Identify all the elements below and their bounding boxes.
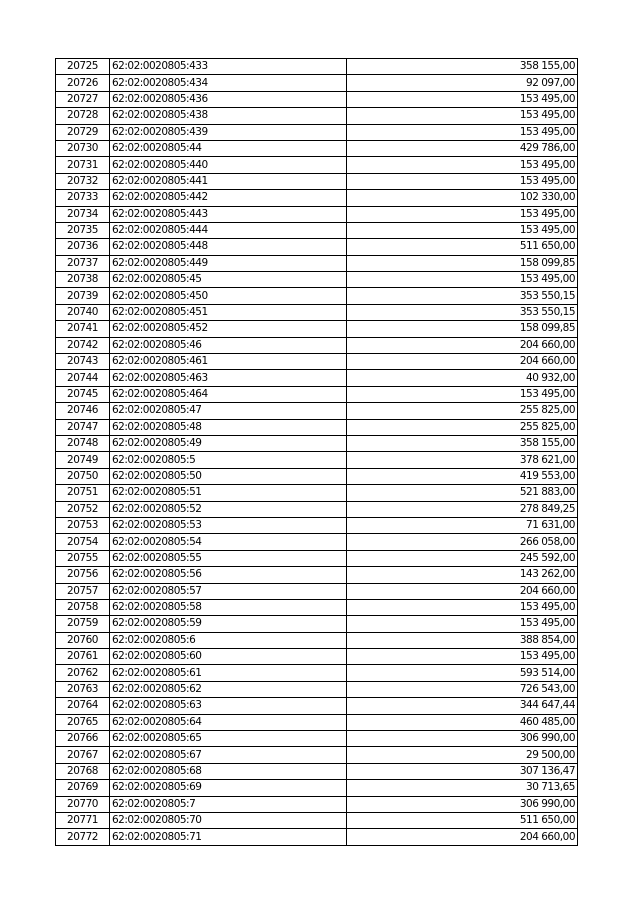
cadastral-number: 62:02:0020805:450 [110, 288, 347, 304]
row-number: 20725 [56, 59, 110, 75]
cadastral-number: 62:02:0020805:58 [110, 599, 347, 615]
table-row [56, 534, 578, 550]
row-number: 20772 [56, 829, 110, 845]
table-row [56, 190, 578, 206]
row-number: 20750 [56, 468, 110, 484]
cadastral-number: 62:02:0020805:438 [110, 108, 347, 124]
table-row [56, 59, 578, 75]
row-number: 20738 [56, 272, 110, 288]
row-number: 20742 [56, 337, 110, 353]
row-number: 20734 [56, 206, 110, 222]
row-number: 20744 [56, 370, 110, 386]
cadastral-number: 62:02:0020805:44 [110, 140, 347, 156]
row-number: 20728 [56, 108, 110, 124]
table-row [56, 731, 578, 747]
row-number: 20730 [56, 140, 110, 156]
cadastral-number: 62:02:0020805:463 [110, 370, 347, 386]
cadastral-value: 30 713,65 [347, 780, 578, 796]
cadastral-value: 593 514,00 [347, 665, 578, 681]
row-number: 20747 [56, 419, 110, 435]
cadastral-number: 62:02:0020805:50 [110, 468, 347, 484]
cadastral-value: 153 495,00 [347, 108, 578, 124]
row-number: 20740 [56, 304, 110, 320]
cadastral-value: 40 932,00 [347, 370, 578, 386]
cadastral-value: 153 495,00 [347, 124, 578, 140]
table-row [56, 714, 578, 730]
cadastral-number: 62:02:0020805:53 [110, 517, 347, 533]
table-row [56, 485, 578, 501]
cadastral-number: 62:02:0020805:444 [110, 222, 347, 238]
cadastral-number: 62:02:0020805:69 [110, 780, 347, 796]
cadastral-number: 62:02:0020805:433 [110, 59, 347, 75]
cadastral-number: 62:02:0020805:461 [110, 354, 347, 370]
table-row [56, 812, 578, 828]
cadastral-value: 153 495,00 [347, 649, 578, 665]
row-number: 20741 [56, 321, 110, 337]
table-row [56, 780, 578, 796]
cadastral-value: 102 330,00 [347, 190, 578, 206]
table-row [56, 632, 578, 648]
cadastral-value: 429 786,00 [347, 140, 578, 156]
cadastral-value: 353 550,15 [347, 304, 578, 320]
row-number: 20759 [56, 616, 110, 632]
cadastral-value: 153 495,00 [347, 173, 578, 189]
cadastral-value: 158 099,85 [347, 255, 578, 271]
row-number: 20745 [56, 386, 110, 402]
table-row [56, 75, 578, 91]
cadastral-number: 62:02:0020805:449 [110, 255, 347, 271]
table-row [56, 288, 578, 304]
document-page [55, 58, 578, 846]
cadastral-value: 153 495,00 [347, 616, 578, 632]
row-number: 20766 [56, 731, 110, 747]
cadastral-number: 62:02:0020805:62 [110, 681, 347, 697]
cadastral-number: 62:02:0020805:68 [110, 763, 347, 779]
table-row [56, 354, 578, 370]
cadastral-number: 62:02:0020805:448 [110, 239, 347, 255]
row-number: 20735 [56, 222, 110, 238]
cadastral-value: 204 660,00 [347, 829, 578, 845]
cadastral-number: 62:02:0020805:5 [110, 452, 347, 468]
cadastral-number: 62:02:0020805:56 [110, 567, 347, 583]
row-number: 20739 [56, 288, 110, 304]
table-row [56, 239, 578, 255]
cadastral-number: 62:02:0020805:6 [110, 632, 347, 648]
row-number: 20736 [56, 239, 110, 255]
table-row [56, 599, 578, 615]
table-row [56, 206, 578, 222]
cadastral-number: 62:02:0020805:47 [110, 403, 347, 419]
cadastral-value: 726 543,00 [347, 681, 578, 697]
cadastral-number: 62:02:0020805:452 [110, 321, 347, 337]
cadastral-value: 29 500,00 [347, 747, 578, 763]
table-row [56, 517, 578, 533]
cadastral-value: 153 495,00 [347, 91, 578, 107]
cadastral-value: 521 883,00 [347, 485, 578, 501]
cadastral-value: 204 660,00 [347, 583, 578, 599]
row-number: 20767 [56, 747, 110, 763]
table-body [56, 59, 578, 846]
cadastral-value: 204 660,00 [347, 337, 578, 353]
cadastral-number: 62:02:0020805:60 [110, 649, 347, 665]
cadastral-number: 62:02:0020805:442 [110, 190, 347, 206]
table-row [56, 550, 578, 566]
cadastral-number: 62:02:0020805:45 [110, 272, 347, 288]
table-row [56, 649, 578, 665]
table-row [56, 91, 578, 107]
cadastral-number: 62:02:0020805:443 [110, 206, 347, 222]
table-row [56, 108, 578, 124]
cadastral-number: 62:02:0020805:51 [110, 485, 347, 501]
cadastral-value: 278 849,25 [347, 501, 578, 517]
table-row [56, 796, 578, 812]
table-row [56, 681, 578, 697]
cadastral-value: 511 650,00 [347, 239, 578, 255]
row-number: 20754 [56, 534, 110, 550]
cadastral-value: 204 660,00 [347, 354, 578, 370]
cadastral-value: 378 621,00 [347, 452, 578, 468]
cadastral-number: 62:02:0020805:440 [110, 157, 347, 173]
table-row [56, 321, 578, 337]
row-number: 20732 [56, 173, 110, 189]
table-row [56, 452, 578, 468]
cadastral-value-table [55, 58, 578, 846]
table-row [56, 567, 578, 583]
row-number: 20764 [56, 698, 110, 714]
cadastral-number: 62:02:0020805:67 [110, 747, 347, 763]
cadastral-value: 92 097,00 [347, 75, 578, 91]
cadastral-number: 62:02:0020805:71 [110, 829, 347, 845]
cadastral-number: 62:02:0020805:55 [110, 550, 347, 566]
cadastral-value: 511 650,00 [347, 812, 578, 828]
row-number: 20751 [56, 485, 110, 501]
row-number: 20749 [56, 452, 110, 468]
row-number: 20753 [56, 517, 110, 533]
row-number: 20733 [56, 190, 110, 206]
cadastral-value: 255 825,00 [347, 419, 578, 435]
cadastral-number: 62:02:0020805:7 [110, 796, 347, 812]
table-row [56, 501, 578, 517]
cadastral-value: 266 058,00 [347, 534, 578, 550]
row-number: 20770 [56, 796, 110, 812]
cadastral-value: 307 136,47 [347, 763, 578, 779]
cadastral-number: 62:02:0020805:61 [110, 665, 347, 681]
row-number: 20758 [56, 599, 110, 615]
row-number: 20737 [56, 255, 110, 271]
table-row [56, 665, 578, 681]
cadastral-number: 62:02:0020805:49 [110, 435, 347, 451]
row-number: 20760 [56, 632, 110, 648]
cadastral-number: 62:02:0020805:434 [110, 75, 347, 91]
table-row [56, 747, 578, 763]
row-number: 20762 [56, 665, 110, 681]
row-number: 20755 [56, 550, 110, 566]
cadastral-number: 62:02:0020805:451 [110, 304, 347, 320]
cadastral-value: 153 495,00 [347, 599, 578, 615]
row-number: 20769 [56, 780, 110, 796]
row-number: 20756 [56, 567, 110, 583]
row-number: 20731 [56, 157, 110, 173]
cadastral-number: 62:02:0020805:46 [110, 337, 347, 353]
table-row [56, 272, 578, 288]
table-row [56, 173, 578, 189]
cadastral-value: 143 262,00 [347, 567, 578, 583]
table-row [56, 698, 578, 714]
row-number: 20746 [56, 403, 110, 419]
table-row [56, 370, 578, 386]
cadastral-value: 153 495,00 [347, 157, 578, 173]
cadastral-value: 158 099,85 [347, 321, 578, 337]
cadastral-value: 388 854,00 [347, 632, 578, 648]
cadastral-number: 62:02:0020805:441 [110, 173, 347, 189]
row-number: 20761 [56, 649, 110, 665]
row-number: 20757 [56, 583, 110, 599]
cadastral-value: 358 155,00 [347, 435, 578, 451]
row-number: 20729 [56, 124, 110, 140]
cadastral-number: 62:02:0020805:54 [110, 534, 347, 550]
cadastral-number: 62:02:0020805:52 [110, 501, 347, 517]
table-row [56, 403, 578, 419]
cadastral-value: 306 990,00 [347, 796, 578, 812]
cadastral-value: 153 495,00 [347, 206, 578, 222]
cadastral-value: 255 825,00 [347, 403, 578, 419]
cadastral-number: 62:02:0020805:48 [110, 419, 347, 435]
row-number: 20752 [56, 501, 110, 517]
table-row [56, 435, 578, 451]
row-number: 20743 [56, 354, 110, 370]
cadastral-value: 353 550,15 [347, 288, 578, 304]
cadastral-number: 62:02:0020805:436 [110, 91, 347, 107]
cadastral-number: 62:02:0020805:439 [110, 124, 347, 140]
row-number: 20727 [56, 91, 110, 107]
table-row [56, 157, 578, 173]
row-number: 20726 [56, 75, 110, 91]
cadastral-number: 62:02:0020805:63 [110, 698, 347, 714]
cadastral-value: 306 990,00 [347, 731, 578, 747]
cadastral-number: 62:02:0020805:57 [110, 583, 347, 599]
table-row [56, 304, 578, 320]
cadastral-value: 153 495,00 [347, 272, 578, 288]
cadastral-value: 153 495,00 [347, 386, 578, 402]
table-row [56, 337, 578, 353]
row-number: 20771 [56, 812, 110, 828]
row-number: 20763 [56, 681, 110, 697]
cadastral-value: 245 592,00 [347, 550, 578, 566]
cadastral-value: 71 631,00 [347, 517, 578, 533]
table-row [56, 140, 578, 156]
cadastral-number: 62:02:0020805:70 [110, 812, 347, 828]
cadastral-number: 62:02:0020805:65 [110, 731, 347, 747]
table-row [56, 419, 578, 435]
row-number: 20748 [56, 435, 110, 451]
table-row [56, 386, 578, 402]
table-row [56, 829, 578, 845]
table-row [56, 468, 578, 484]
cadastral-value: 344 647,44 [347, 698, 578, 714]
cadastral-value: 358 155,00 [347, 59, 578, 75]
cadastral-number: 62:02:0020805:464 [110, 386, 347, 402]
cadastral-number: 62:02:0020805:59 [110, 616, 347, 632]
table-row [56, 222, 578, 238]
cadastral-value: 153 495,00 [347, 222, 578, 238]
table-row [56, 124, 578, 140]
table-row [56, 255, 578, 271]
cadastral-value: 419 553,00 [347, 468, 578, 484]
row-number: 20765 [56, 714, 110, 730]
table-row [56, 616, 578, 632]
table-row [56, 763, 578, 779]
row-number: 20768 [56, 763, 110, 779]
cadastral-number: 62:02:0020805:64 [110, 714, 347, 730]
table-row [56, 583, 578, 599]
cadastral-value: 460 485,00 [347, 714, 578, 730]
